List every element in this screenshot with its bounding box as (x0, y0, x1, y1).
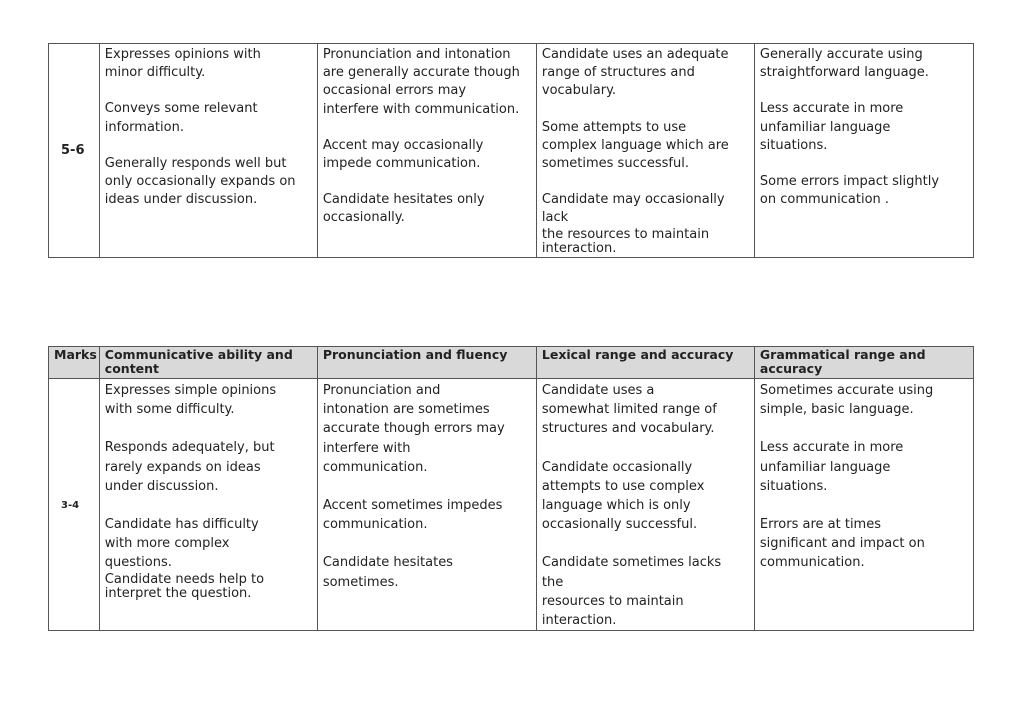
criterion-text: Sometimes accurate using simple, basic language. (759, 383, 934, 418)
criterion-text: Some errors impact slightly on communication . (759, 174, 940, 208)
header-row (49, 347, 974, 379)
criterion-text: Candidate sometimes lacks the (541, 555, 722, 590)
rubric-table-band-3-4 (48, 346, 974, 631)
criterion-text: Conveys some relevant information. (104, 101, 258, 135)
table-row (49, 379, 974, 631)
criterion-text: Less accurate in more unfamiliar language situations. (759, 440, 904, 494)
lexical-cell (536, 379, 754, 631)
criterion-text: Candidate uses a somewhat limited range of structures and vocabulary. (541, 383, 717, 437)
lexical-cell (536, 44, 754, 258)
header-grammatical: Grammatical range and accuracy (754, 347, 973, 379)
header-pronunciation: Pronunciation and fluency (317, 347, 536, 379)
criterion-text: Responds adequately, but rarely expands on ideas under discussion. (104, 440, 275, 494)
criterion-text: Expresses opinions with minor difficulty. (104, 47, 261, 81)
criterion-text: Accent sometimes impedes communication. (322, 498, 503, 533)
criterion-text: Expresses simple opinions with some difficulty. (104, 383, 277, 418)
criterion-text: Candidate uses an adequate range of structures and vocabulary. (541, 47, 729, 99)
criterion-text: Candidate occasionally attempts to use complex language which is only occasionally successful. (541, 459, 705, 533)
marks-cell: 5-6 (49, 44, 100, 258)
criterion-text: Some attempts to use complex language which are sometimes successful. (541, 119, 729, 172)
marks-cell: 3-4 (49, 379, 100, 631)
criterion-text: Candidate hesitates only occasionally. (322, 192, 485, 226)
pronunciation-cell (317, 379, 536, 631)
criterion-text: Pronunciation and intonation are generally accurate though occasional errors may interfere with communication. (322, 47, 520, 117)
criterion-text: Candidate needs help to interpret the question. (104, 571, 265, 601)
communicative-cell (99, 44, 317, 258)
grammatical-cell (754, 379, 973, 631)
criterion-text: Candidate hesitates sometimes. (322, 555, 453, 590)
rubric-table-band-5-6 (48, 43, 974, 258)
communicative-cell (99, 379, 317, 631)
criterion-text: the resources to maintain interaction. (541, 226, 710, 256)
table-row (49, 44, 974, 258)
criterion-text: Pronunciation and intonation are sometimes accurate though errors may interfere with communication. (322, 383, 505, 475)
criterion-text: Errors are at times significant and impact on communication. (759, 517, 925, 571)
criterion-text: Less accurate in more unfamiliar language situations. (759, 101, 904, 153)
header-marks: Marks (49, 347, 100, 379)
criterion-text: Generally accurate using straightforward language. (759, 47, 929, 81)
grammatical-cell (754, 44, 973, 258)
criterion-text: Accent may occasionally impede communication. (322, 137, 484, 172)
criterion-text: Candidate may occasionally lack (541, 192, 725, 226)
header-communicative: Communicative ability and content (99, 347, 317, 379)
header-lexical: Lexical range and accuracy (536, 347, 754, 379)
criterion-text: Candidate has difficulty with more complex questions. (104, 517, 259, 571)
criterion-text: Generally responds well but only occasionally expands on ideas under discussion. (104, 155, 296, 208)
pronunciation-cell (317, 44, 536, 258)
criterion-text: resources to maintain interaction. (541, 593, 684, 629)
